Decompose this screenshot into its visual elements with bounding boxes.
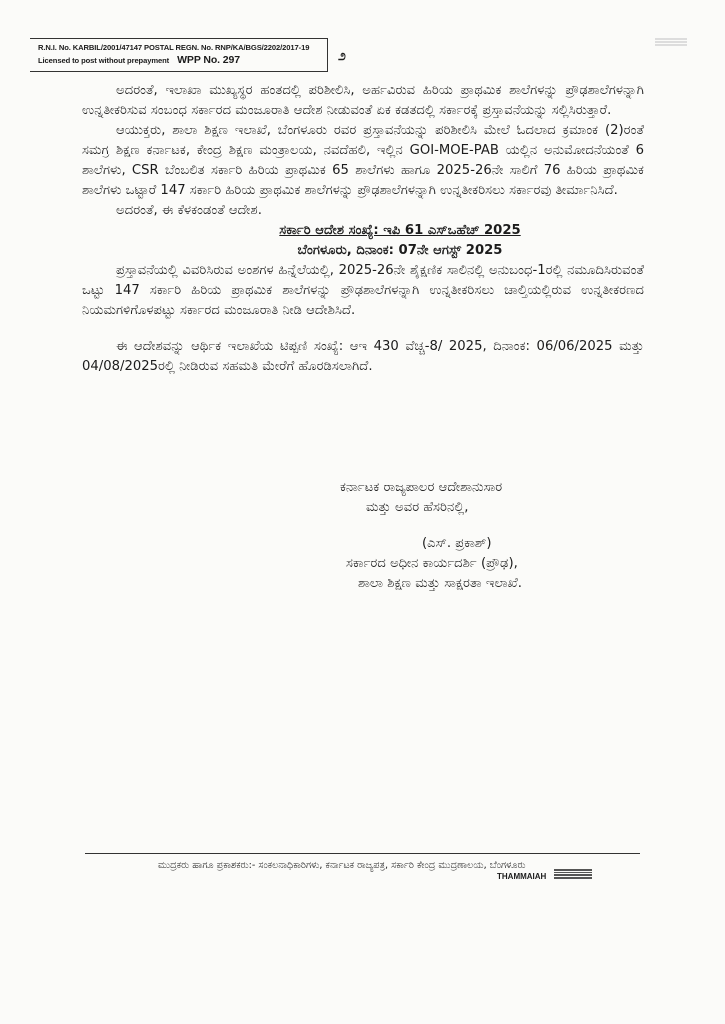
postal-registration-box [30, 38, 328, 72]
paragraph-3: ಅದರಂತೆ, ಈ ಕೆಳಕಂಡಂತೆ ಆದೇಶ. [116, 203, 262, 218]
signature-block [338, 478, 668, 594]
in-name-line: ಮತ್ತು ಅವರ ಹೆಸರಿನಲ್ಲಿ, [366, 500, 469, 515]
governor-order-line: ಕರ್ನಾಟಕ ರಾಜ್ಯಪಾಲರ ಆದೇಶಾನುಸಾರ [340, 480, 503, 495]
footer-divider [85, 853, 640, 854]
order-number: ಸರ್ಕಾರಿ ಆದೇಶ ಸಂಖ್ಯೆ: ಇಪಿ 61 ಎಸ್‌ಒಹೆಚ್ 2025 [279, 223, 521, 238]
page-number: ೨ [338, 48, 346, 64]
paragraph-4: ಪ್ರಸ್ತಾವನೆಯಲ್ಲಿ ವಿವರಿಸಿರುವ ಅಂಶಗಳ ಹಿನ್ನೆಲೆಯಲ್ಲಿ, 2025-26ನೇ ಶೈಕ್ಷಣಿಕ ಸಾಲಿನಲ್ಲಿ ಅನುಬಂಧ-1ರಲ್ಲಿ ನಮೂದಿಸಿರುವಂತೆ ಒಟ್ಟು 147 ಸರ್ಕಾರಿ ಹಿರಿಯ ಪ್ರಾಥಮಿಕ ಶಾಲೆಗಳನ್ನು ಪ್ರೌಢಶಾಲೆಗಳನ್ನಾಗಿ ಉನ್ನತೀಕರಿಸಲು ಚಾಲ್ತಿಯಲ್ಲಿರುವ ಉನ್ನತೀಕರಣದ ನಿಯಮಗಳಿಗೊಳಪಟ್ಟು ಸರ್ಕಾರದ ಮಂಜೂರಾತಿ ನೀಡಿ ಆದೇಶಿಸಿದೆ. [82, 263, 644, 318]
rni-line: R.N.I. No. KARBIL/2001/47147 POSTAL REGN. No. RNP/KA/BGS/2202/2017-19 [38, 43, 310, 52]
signatory-designation: ಸರ್ಕಾರದ ಅಧೀನ ಕಾರ್ಯದರ್ಶಿ (ಪ್ರೌಢ), [346, 556, 518, 571]
license-line [38, 54, 327, 67]
paragraph-5: ಈ ಆದೇಶವನ್ನು ಆರ್ಥಿಕ ಇಲಾಖೆಯ ಟಿಪ್ಪಣಿ ಸಂಖ್ಯೆ: ಆಇ 430 ವೆಚ್ಚ-8/ 2025, ದಿನಾಂಕ: 06/06/2025 ಮತ್ತು 04/08/2025ರಲ್ಲಿ ನೀಡಿರುವ ಸಹಮತಿ ಮೇರೆಗೆ ಹೊರಡಿಸಲಾಗಿದೆ. [82, 339, 644, 374]
paragraph-2: ಆಯುಕ್ತರು, ಶಾಲಾ ಶಿಕ್ಷಣ ಇಲಾಖೆ, ಬೆಂಗಳೂರು ರವರ ಪ್ರಸ್ತಾವನೆಯನ್ನು ಪರಿಶೀಲಿಸಿ ಮೇಲೆ ಓದಲಾದ ಕ್ರಮಾಂಕ (2)ರಂತೆ ಸಮಗ್ರ ಶಿಕ್ಷಣ ಕರ್ನಾಟಕ, ಕೇಂದ್ರ ಶಿಕ್ಷಣ ಮಂತ್ರಾಲಯ, ನವದೆಹಲಿ, ಇಲ್ಲಿನ GOI-MOE-PAB ಯಲ್ಲಿನ ಅನುಮೋದನೆಯಂತೆ 6 ಶಾಲೆಗಳು, CSR ಬೆಂಬಲಿತ ಸರ್ಕಾರಿ ಹಿರಿಯ ಪ್ರಾಥಮಿಕ 65 ಶಾಲೆಗಳು ಹಾಗೂ 2025-26ನೇ ಸಾಲಿಗೆ 76 ಹಿರಿಯ ಪ್ರಾಥಮಿಕ ಶಾಲೆಗಳು ಒಟ್ಟಾರೆ 147 ಸರ್ಕಾರಿ ಹಿರಿಯ ಪ್ರಾಥಮಿಕ ಶಾಲೆಗಳನ್ನು ಪ್ರೌಢಶಾಲೆಗಳನ್ನಾಗಿ ಉನ್ನತೀಕರಿಸಲು ಸರ್ಕಾರವು ತೀರ್ಮಾನಿಸಿದೆ. [82, 123, 644, 198]
wpp-number: WPP No. 297 [177, 54, 241, 66]
order-heading [156, 221, 644, 261]
corner-mark [655, 38, 687, 48]
license-text: Licensed to post without prepayment [38, 56, 170, 65]
footer-signature: THAMMAIAH [497, 872, 547, 881]
order-body [82, 81, 644, 377]
signatory-name: (ಎಸ್. ಪ್ರಕಾಶ್) [422, 536, 492, 551]
signatory-department: ಶಾಲಾ ಶಿಕ್ಷಣ ಮತ್ತು ಸಾಕ್ಷರತಾ ಇಲಾಖೆ. [358, 576, 522, 591]
order-place-date: ಬೆಂಗಳೂರು, ದಿನಾಂಕ: 07ನೇ ಆಗಸ್ಟ್ 2025 [297, 243, 503, 258]
paragraph-1: ಅದರಂತೆ, ಇಲಾಖಾ ಮುಖ್ಯಸ್ಥರ ಹಂತದಲ್ಲಿ ಪರಿಶೀಲಿಸಿ, ಅರ್ಹವಿರುವ ಹಿರಿಯ ಪ್ರಾಥಮಿಕ ಶಾಲೆಗಳನ್ನು ಪ್ರೌಢಶಾಲೆಗಳನ್ನಾಗಿ ಉನ್ನತೀಕರಿಸುವ ಸಂಬಂಧ ಸರ್ಕಾರದ ಮಂಜೂರಾತಿ ಆದೇಶ ನೀಡುವಂತೆ ಏಕ ಕಡತದಲ್ಲಿ ಸರ್ಕಾರಕ್ಕೆ ಪ್ರಸ್ತಾವನೆಯನ್ನು ಸಲ್ಲಿಸಿರುತ್ತಾರೆ. [82, 83, 644, 118]
stamp-mark [554, 869, 592, 881]
printer-line: ಮುದ್ರಕರು ಹಾಗೂ ಪ್ರಕಾಶಕರು:- ಸಂಕಲನಾಧಿಕಾರಿಗಳು, ಕರ್ನಾಟಕ ರಾಜ್ಯಪತ್ರ, ಸರ್ಕಾರಿ ಕೇಂದ್ರ ಮುದ್ರಣಾಲಯ, ಬೆಂಗಳೂರು [158, 860, 526, 871]
